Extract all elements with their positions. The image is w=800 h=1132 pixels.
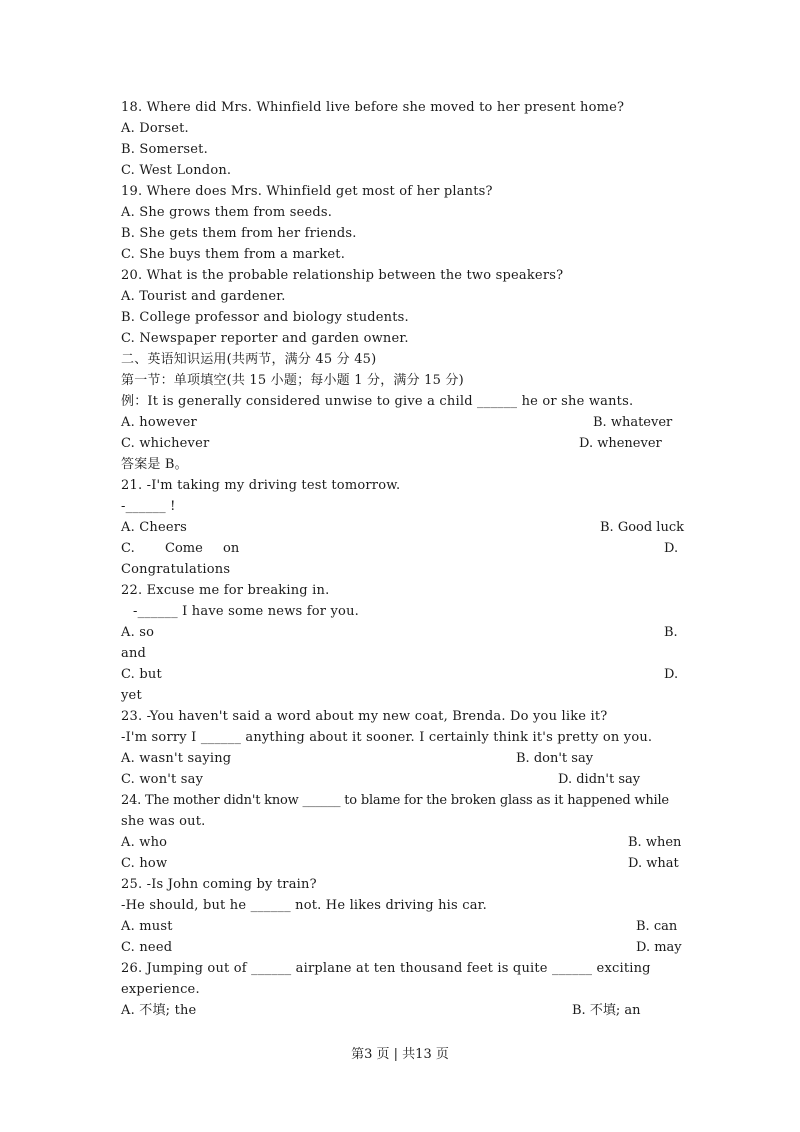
question-26-stem: 26. Jumping out of ______ airplane at ten thousand feet is quite ______ exciting [121,961,651,976]
question-25-option-d: D. may [636,940,682,955]
page-footer: 第3 页 | 共13 页 [351,1047,449,1062]
example-option-a: A. however [121,415,197,430]
question-20-option-b: B. College professor and biology students. [121,310,409,325]
part1-title: 第一节：单项填空(共 15 小题；每小题 1 分，满分 15 分) [121,373,464,388]
question-21-stem-reply: -______ ! [121,499,176,514]
question-23-stem-reply: -I'm sorry I ______ anything about it sooner. I certainly think it's pretty on you. [121,730,653,745]
question-24-stem: 24. The mother didn't know ______ to blame for the broken glass as it happened while [121,793,669,808]
question-23-stem: 23. -You haven't said a word about my new coat, Brenda. Do you like it? [121,709,608,724]
question-20-option-c: C. Newspaper reporter and garden owner. [121,331,409,346]
question-19-option-b: B. She gets them from her friends. [121,226,357,241]
example-option-c: C. whichever [121,436,210,451]
question-25-option-b: B. can [636,919,678,934]
question-26-stem-continued: experience. [121,982,200,997]
question-21-stem: 21. -I'm taking my driving test tomorrow. [121,478,401,493]
question-23-option-b: B. don't say [516,751,594,766]
section-title: 二、英语知识运用(共两节，满分 45 分 45) [121,352,377,367]
question-24-stem-continued: she was out. [121,814,206,829]
question-21-option-c-word2: on [223,541,240,556]
question-21-option-c-word1: Come [165,541,203,556]
question-21-option-a: A. Cheers [121,520,188,535]
question-22-stem: 22. Excuse me for breaking in. [121,583,330,598]
question-25-option-c: C. need [121,940,173,955]
question-24-option-d: D. what [628,856,679,871]
question-18-option-b: B. Somerset. [121,142,208,157]
question-19-option-c: C. She buys them from a market. [121,247,346,262]
example-stem: 例：It is generally considered unwise to give a child ______ he or she wants. [121,394,634,409]
question-24-option-b: B. when [628,835,682,850]
question-21-option-c-letter: C. [121,541,136,556]
question-18-option-c: C. West London. [121,163,232,178]
question-22-option-d-text: yet [121,688,142,703]
question-22-option-b-letter: B. [664,625,678,640]
question-22-option-b-text: and [121,646,147,661]
question-23-option-a: A. wasn't saying [121,751,232,766]
question-19-option-a: A. She grows them from seeds. [121,205,333,220]
question-23-option-d: D. didn't say [558,772,641,787]
question-22-option-c: C. but [121,667,162,682]
example-answer: 答案是 B。 [121,457,188,472]
question-20-stem: 20. What is the probable relationship between the two speakers? [121,268,564,283]
question-20-option-a: A. Tourist and gardener. [121,289,286,304]
example-option-d: D. whenever [579,436,662,451]
question-18-option-a: A. Dorset. [121,121,189,136]
question-24-option-c: C. how [121,856,168,871]
question-22-option-a: A. so [121,625,155,640]
question-22-stem-reply: -______ I have some news for you. [133,604,359,619]
question-26-option-b: B. 不填; an [572,1003,641,1018]
question-22-option-d-letter: D. [664,667,679,682]
question-25-stem: 25. -Is John coming by train? [121,877,317,892]
question-25-option-a: A. must [121,919,173,934]
question-21-option-d-text: Congratulations [121,562,231,577]
question-24-option-a: A. who [121,835,168,850]
question-19-stem: 19. Where does Mrs. Whinfield get most of her plants? [121,184,493,199]
question-18-stem: 18. Where did Mrs. Whinfield live before she moved to her present home? [121,100,625,115]
question-21-option-b: B. Good luck [600,520,684,535]
question-21-option-d-letter: D. [664,541,679,556]
question-26-option-a: A. 不填; the [121,1003,197,1018]
question-25-stem-reply: -He should, but he ______ not. He likes driving his car. [121,898,487,913]
question-23-option-c: C. won't say [121,772,204,787]
example-option-b: B. whatever [593,415,673,430]
